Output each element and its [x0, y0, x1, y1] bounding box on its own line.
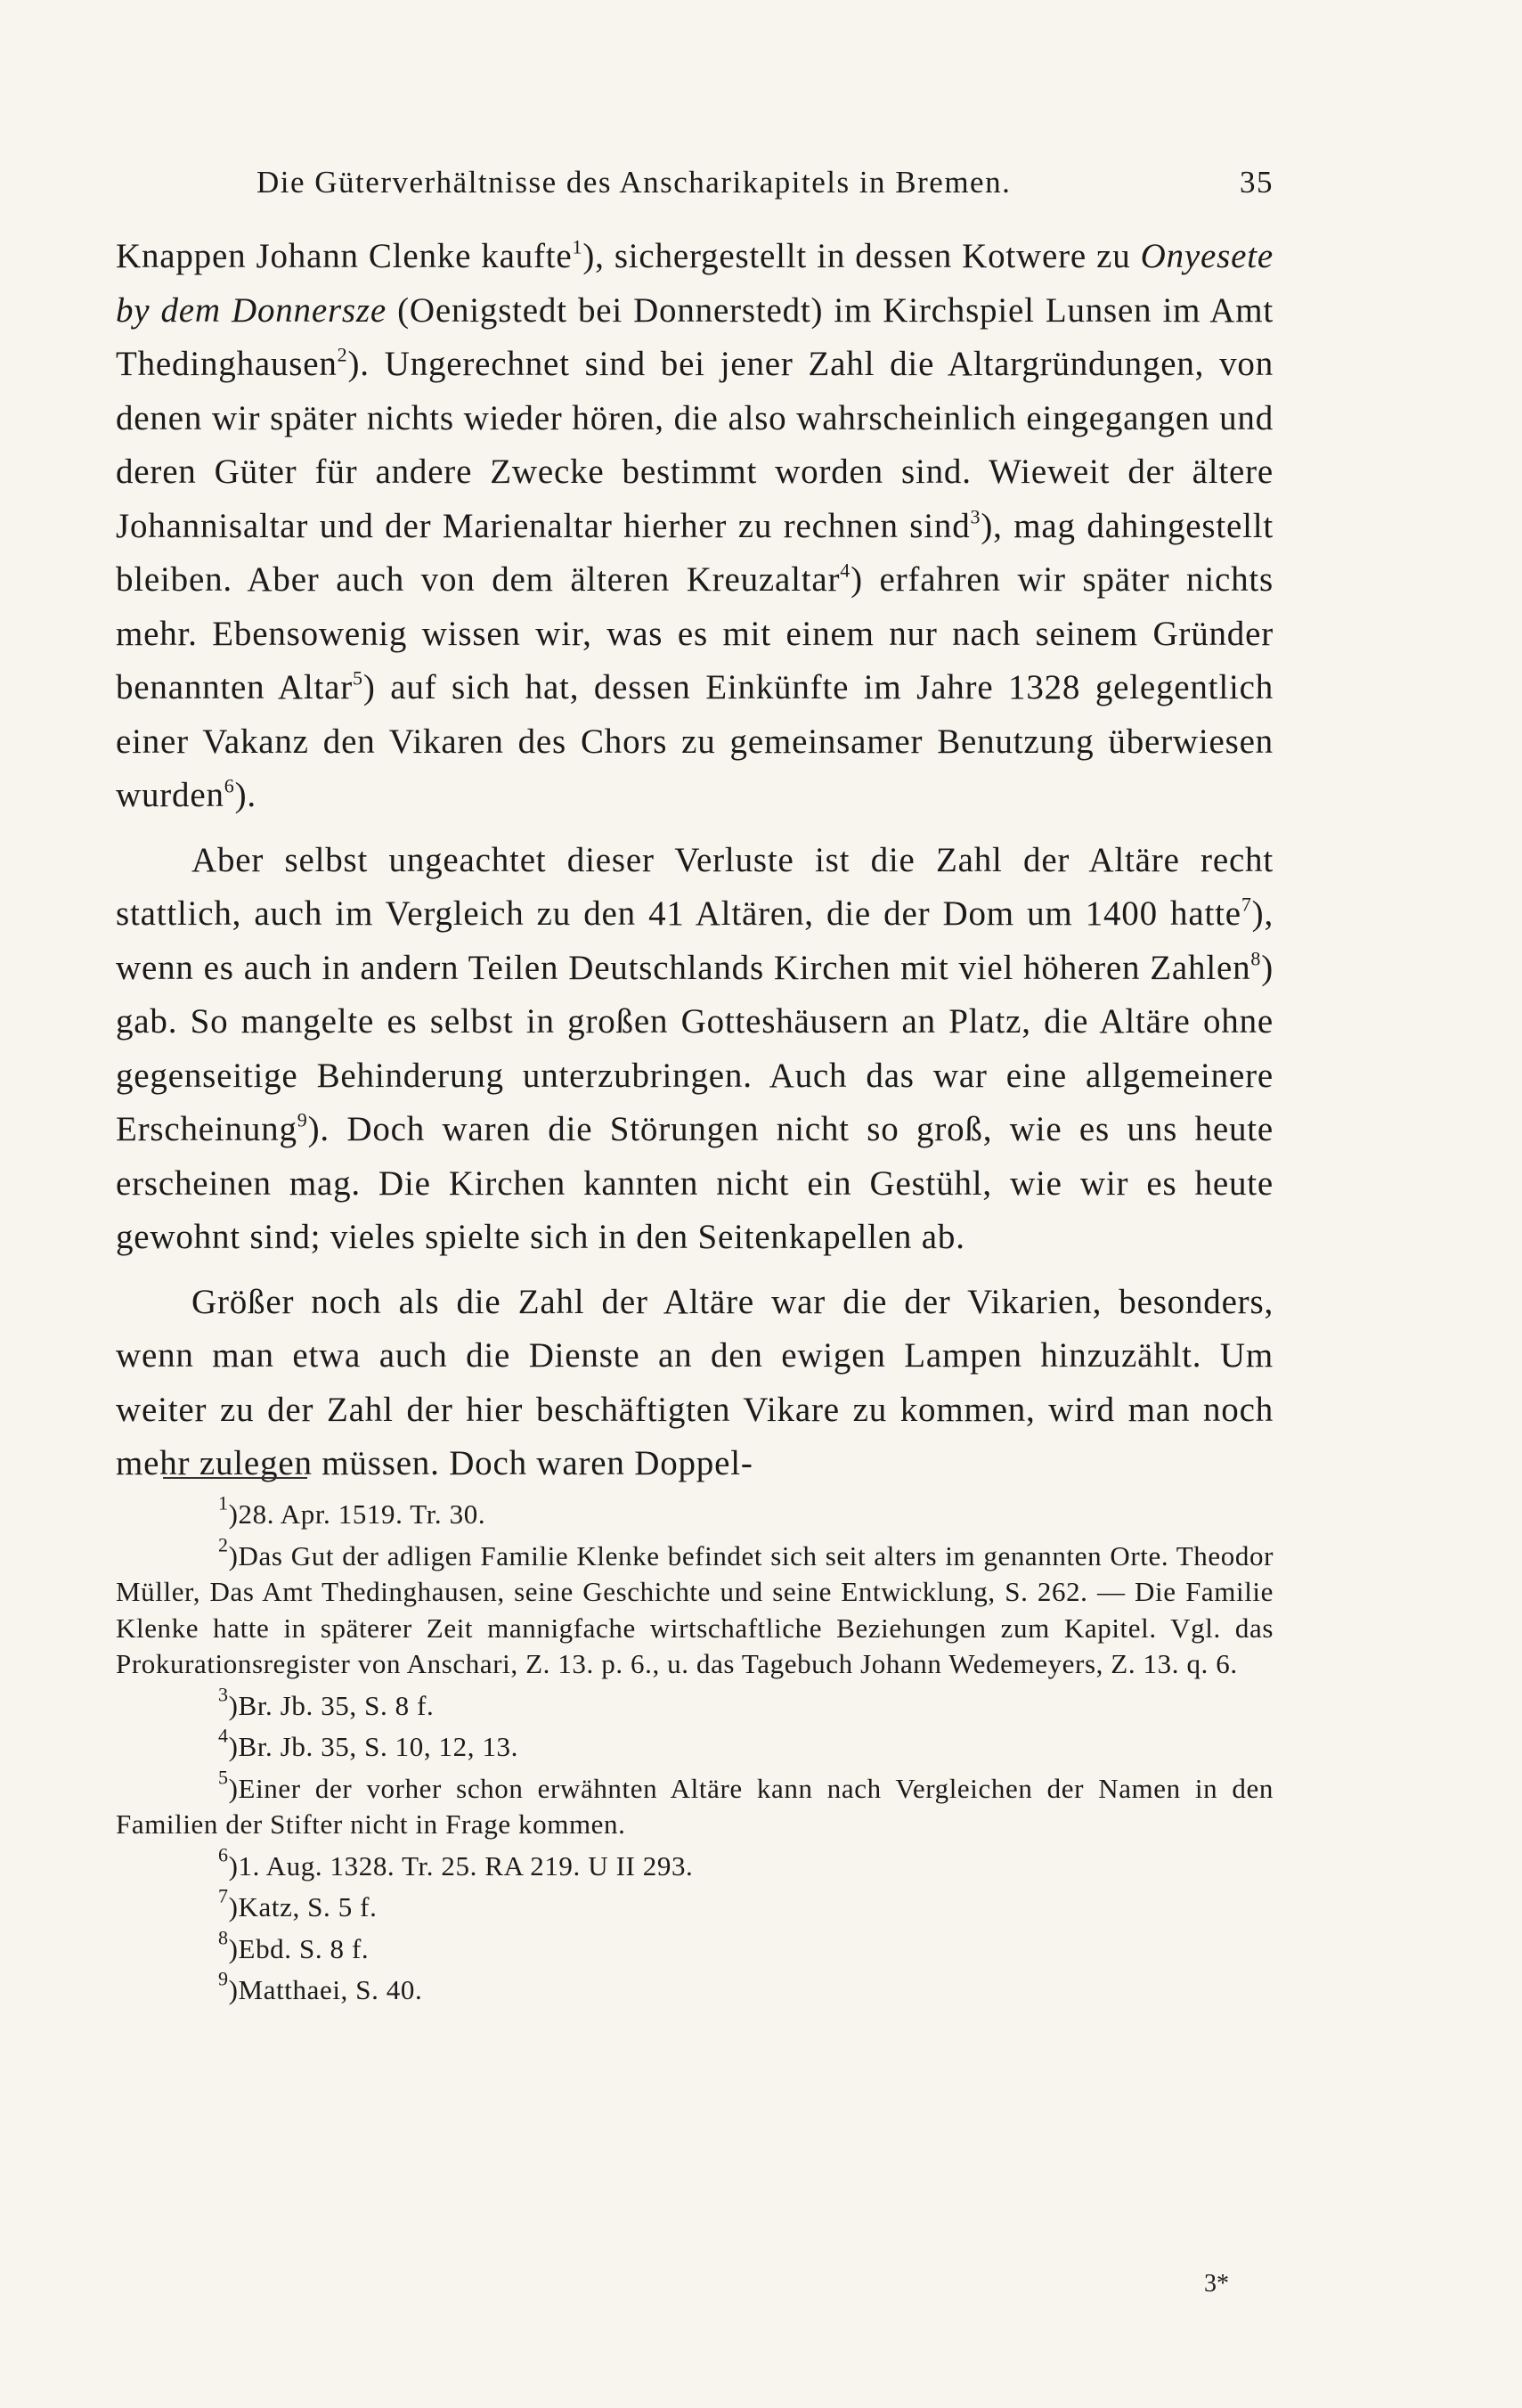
footnote: [116, 1724, 1274, 1766]
footnote: [116, 1967, 1274, 2009]
footnote-number: 5: [218, 1766, 229, 1789]
footnote: [116, 1683, 1274, 1725]
footnote-marker: $^3$): [218, 1683, 239, 1721]
footnote-marker: $^9$): [218, 1967, 239, 2005]
footnote-text: Einer der vorher schon erwähnten Altäre kann nach Vergleichen der Namen in den Familien der Stifter nicht in Frage kommen.: [116, 1772, 1274, 1840]
footnote-reference: 4: [840, 559, 851, 582]
italic-text: Onyesete by dem Donnersze: [116, 237, 1274, 330]
footnote-number: 9: [218, 1967, 229, 1990]
footnote-reference: 7: [1241, 893, 1252, 916]
footnote-text: Ebd. S. 8 f.: [238, 1932, 370, 1964]
footnote-reference: 5: [353, 666, 363, 690]
text-run: Aber selbst ungeachtet dieser Verluste ist die Zahl der Altäre recht stattlich, auch im Vergleich zu den 41 Altären, die der Dom um 1400 hatte: [116, 840, 1274, 933]
footnote-text: 28. Apr. 1519. Tr. 30.: [238, 1498, 486, 1530]
body-paragraph: [116, 230, 1274, 823]
text-run: ) auf sich hat, dessen Einkünfte im Jahre 1328 gelegentlich einer Vakanz den Vikaren des Chors zu gemeinsamer Benutzung überwiesen wurden: [116, 668, 1274, 814]
footnote: [116, 1491, 1274, 1533]
text-run: Größer noch als die Zahl der Altäre war die der Vikarien, besonders, wenn man etwa auch die Dienste an den ewigen Lampen hinzuzählt. Um weiter zu der Zahl der hier beschäftigten Vikare zu kommen, wird man noch mehr zulegen müssen. Doch waren Doppel-: [116, 1282, 1274, 1482]
footnote-text: Matthaei, S. 40.: [238, 1974, 423, 2005]
footnote-reference: 9: [297, 1108, 308, 1131]
footnote-reference: 3: [970, 505, 981, 528]
footnote-text: 1. Aug. 1328. Tr. 25. RA 219. U II 293.: [238, 1849, 694, 1882]
text-run: ). Ungerechnet sind bei jener Zahl die Altargründungen, von denen wir später nichts wieder hören, die also wahrscheinlich eingegangen und deren Güter für andere Zwecke bestimmt worden sind. Wieweit der ältere Johannisaltar und der Marienaltar hierher zu rechnen sind: [116, 345, 1274, 545]
text-run: (Oenigstedt bei Donnerstedt) im Kirchspiel Lunsen im Amt Thedinghausen: [116, 290, 1274, 383]
footnote: [116, 1926, 1274, 1968]
footnote-text: Katz, S. 5 f.: [238, 1891, 378, 1922]
footnote-marker: $^7$): [218, 1884, 239, 1922]
text-run: ). Doch waren die Störungen nicht so groß, wie es uns heute erscheinen mag. Die Kirchen kannten nicht ein Gestühl, wie wir es heute gewohnt sind; vieles spielte sich in den Seitenkapellen ab.: [116, 1110, 1274, 1256]
footnote-reference: 6: [224, 774, 235, 797]
body-paragraph: [116, 1276, 1274, 1491]
text-run: Knappen Johann Clenke kaufte: [116, 237, 573, 275]
text-run: ), wenn es auch in andern Teilen Deutschlands Kirchen mit viel höheren Zahlen: [116, 894, 1274, 987]
footnote-marker: $^5$): [218, 1766, 239, 1804]
footnote: [116, 1843, 1274, 1885]
footnote-number: 4: [218, 1724, 229, 1747]
footnote: [116, 1884, 1274, 1926]
text-run: ), sichergestellt in dessen Kotwere zu: [582, 237, 1141, 275]
footnote: [116, 1533, 1274, 1683]
text-run: ).: [234, 776, 256, 814]
footnote-marker: $^8$): [218, 1926, 239, 1964]
text-run: ) erfahren wir später nichts mehr. Ebensowenig wissen wir, was es mit einem nur nach seinem Gründer benannten Altar: [116, 560, 1274, 706]
body-paragraph: [116, 834, 1274, 1265]
footnotes: [116, 1491, 1274, 2014]
text-run: ) gab. So mangelte es selbst in großen Gotteshäusern an Platz, die Altäre ohne gegenseitige Behinderung unterzubringen. Auch das war eine allgemeinere Erscheinung: [116, 948, 1274, 1148]
footnote-reference: 1: [572, 235, 583, 258]
footnote-text: Das Gut der adligen Familie Klenke befindet sich seit alters im genannten Orte. Theodor Müller, Das Amt Thedinghausen, seine Geschichte und seine Entwicklung, S. 262. — Die Familie Klenke hatte in späterer Zeit mannigfache wirtschaftliche Beziehungen zum Kapitel. Vgl. das Prokurationsregister von Anschari, Z. 13. p. 6., u. das Tagebuch Johann Wedemeyers, Z. 13. q. 6.: [116, 1539, 1274, 1679]
footnote-number: 3: [218, 1683, 229, 1706]
page-number: 35: [1240, 165, 1274, 200]
footnote-marker: $^6$): [218, 1843, 239, 1882]
footnote-marker: $^2$): [218, 1533, 239, 1571]
footnote-number: 8: [218, 1926, 229, 1949]
footnote-number: 1: [218, 1491, 229, 1514]
footnote: [116, 1766, 1274, 1843]
footnote-text: Br. Jb. 35, S. 10, 12, 13.: [238, 1731, 518, 1762]
footnote-number: 7: [218, 1884, 229, 1907]
footnote-separator: [163, 1477, 307, 1479]
text-run: ), mag dahingestellt bleiben. Aber auch von dem älteren Kreuzaltar: [116, 506, 1274, 599]
footnote-number: 2: [218, 1533, 229, 1556]
running-head-title: Die Güterverhältnisse des Anscharikapitels in Bremen.: [256, 165, 1012, 200]
footnote-text: Br. Jb. 35, S. 8 f.: [238, 1689, 435, 1721]
signature-mark: 3*: [1204, 2270, 1229, 2298]
footnote-reference: 2: [337, 343, 348, 366]
body-text: [116, 230, 1274, 1491]
footnote-reference: 8: [1250, 947, 1262, 970]
footnote-marker: $^4$): [218, 1724, 239, 1762]
footnote-number: 6: [218, 1843, 229, 1866]
footnote-marker: $^1$): [218, 1491, 239, 1530]
